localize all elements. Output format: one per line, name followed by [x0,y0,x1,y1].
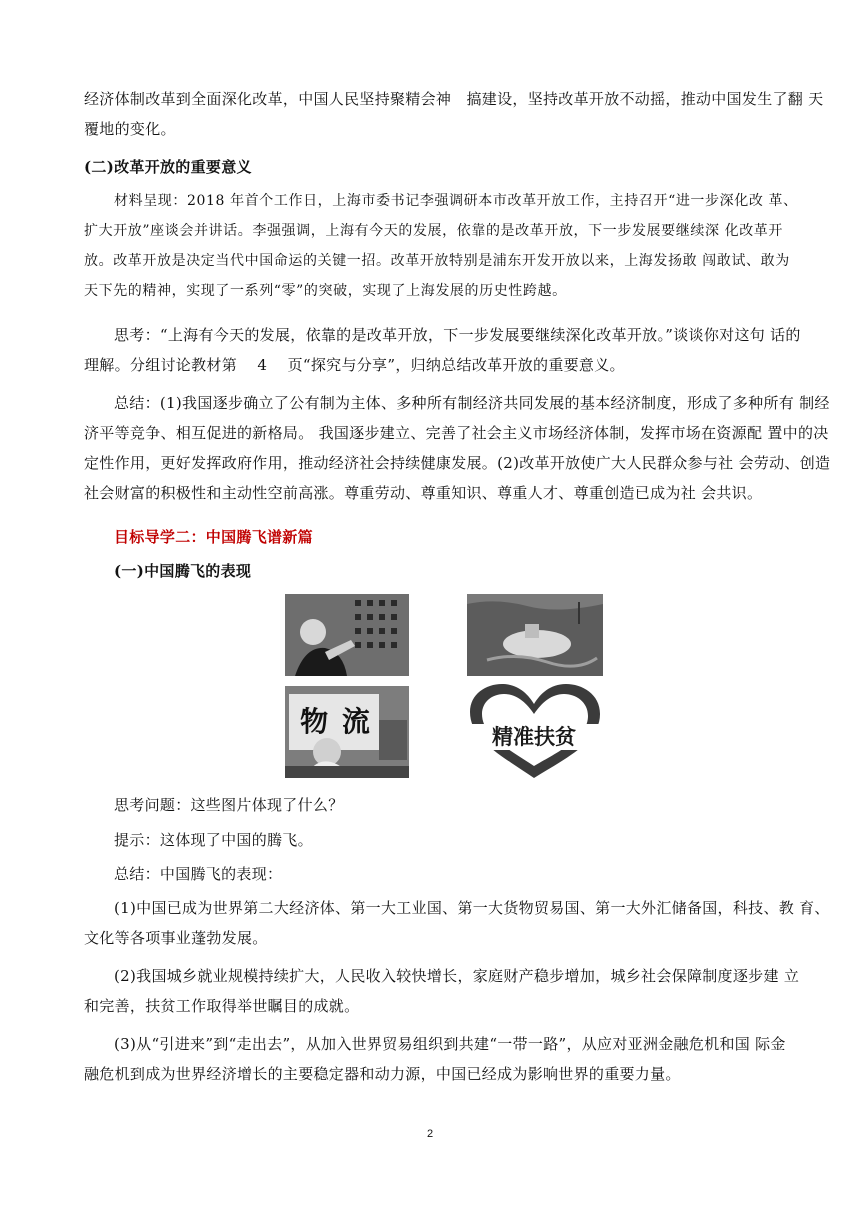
text-line: 覆地的变化。 [84,120,176,138]
text-line: 理解。分组讨论教材第 4 页“探究与分享”，归纳总结改革开放的重要意义。 [84,356,625,374]
summary-title: 总结：中国腾飞的表现： [114,865,283,883]
text-line: (1)中国已成为世界第二大经济体、第一大工业国、第一大货物贸易国、第一大外汇储备国，科技、教 育、 [114,899,830,917]
page-number: 2 [426,1128,434,1140]
poverty-alleviation-text: 精准扶贫 [462,724,606,750]
goal-title: 目标导学二：中国腾飞谱新篇 [114,528,313,546]
text-line: (3)从“引进来”到“走出去”，从加入世界贸易组织到共建“一带一路”，从应对亚洲金融危机和国 际金 [114,1035,786,1053]
photo-technology-worker [285,594,409,676]
text-line: 天下先的精神，实现了一系列“零”的突破，实现了上海发展的历史性跨越。 [84,283,567,299]
text-line: (2)我国城乡就业规模持续扩大，人民收入较快增长，家庭财产稳步增加，城乡社会保障制度逐步建 立 [114,967,800,985]
text-line: 扩大开放”座谈会并讲话。李强强调，上海有今天的发展，依靠的是改革开放，下一步发展要继续深 化改革开 [84,223,784,239]
text-line: 济平等竞争、相互促进的新格局。 我国逐步建立、完善了社会主义市场经济体制，发挥市场在资源配 置中的决 [84,424,829,442]
summary-paragraph [84,388,831,508]
text-line: 融危机到成为世界经济增长的主要稳定器和动力源，中国已经成为影响世界的重要力量。 [84,1065,681,1083]
point-1 [84,893,830,953]
point-2 [84,961,800,1021]
photo-submersible [467,594,603,676]
question-text: 思考问题：这些图片体现了什么？ [114,797,344,814]
logistics-sign-text: 物 流 [300,705,372,738]
text-line: 经济体制改革到全面深化改革，中国人民坚持聚精会神 搞建设，坚持改革开放不动摇，推动中国发生了翻 天 [84,90,824,108]
thinking-paragraph [84,320,801,380]
poverty-alleviation-logo [462,684,606,780]
submersible-illustration [467,594,603,676]
technology-worker-illustration [285,594,409,676]
hint-text: 提示：这体现了中国的腾飞。 [114,831,313,849]
text-line: 定性作用，更好发挥政府作用，推动经济社会持续健康发展。(2)改革开放使广大人民群众参与社 会劳动、创造 [84,454,831,472]
text-line: 社会财富的积极性和主动性空前高涨。尊重劳动、尊重知识、尊重人才、尊重创造已成为社 会共识。 [84,484,763,502]
material-paragraph [84,186,798,306]
paragraph-reform-intro [84,84,824,144]
section-heading-significance: (二)改革开放的重要意义 [84,158,252,176]
text-line: 文化等各项事业蓬勃发展。 [84,929,268,947]
text-line: 材料呈现：2018 年首个工作日，上海市委书记李强调研本市改革开放工作，主持召开“进一步深化改 革、 [114,193,798,209]
section-heading-performance: (一)中国腾飞的表现 [114,562,252,580]
text-line: 和完善，扶贫工作取得举世瞩目的成就。 [84,997,360,1015]
point-3 [84,1029,786,1089]
text-line: 总结：(1)我国逐步确立了公有制为主体、多种所有制经济共同发展的基本经济制度，形成了多种所有 制经 [114,394,830,412]
text-line: 放。改革开放是决定当代中国命运的关键一招。改革开放特别是浦东开发开放以来，上海发扬敢 闯敢试、敢为 [84,253,790,269]
text-line: 思考：“上海有今天的发展，依靠的是改革开放，下一步发展要继续深化改革开放。”谈谈你对这句 话的 [114,326,801,344]
photo-logistics [285,686,409,778]
